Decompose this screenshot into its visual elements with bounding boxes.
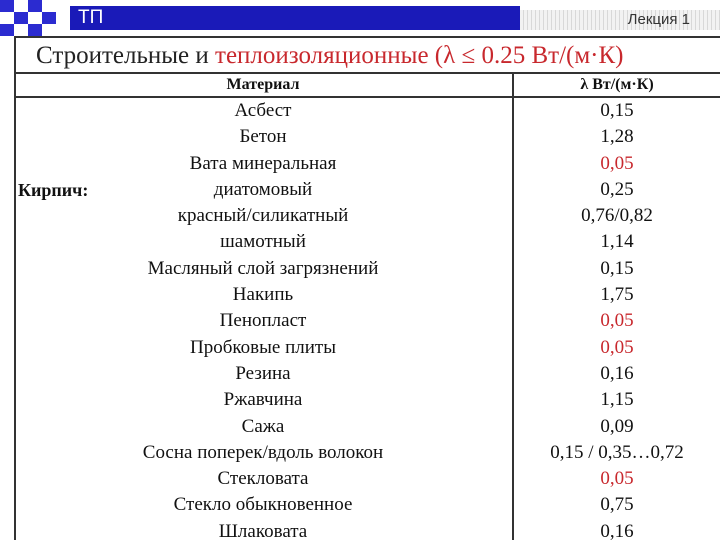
- table-row: [14, 256, 720, 282]
- slide-header: [0, 0, 720, 36]
- table-row: [14, 335, 720, 361]
- lambda-value: 1,28: [600, 126, 634, 148]
- title-part-2: теплоизоляционные (λ ≤ 0.25 Вт/(м·К): [215, 42, 624, 69]
- material-name: Резина: [235, 362, 291, 384]
- header-stripe: [520, 10, 720, 30]
- material-name: Пробковые плиты: [190, 336, 336, 358]
- material-name: Вата минеральная: [189, 152, 337, 174]
- material-name: Стекловата: [217, 468, 309, 490]
- material-name: Асбест: [234, 100, 292, 121]
- table-row: [14, 387, 720, 413]
- lambda-value: 0,25: [600, 178, 634, 200]
- section-label: ТП: [70, 6, 520, 30]
- lambda-value: 0,76/0,82: [581, 205, 653, 227]
- lambda-value: 0,15: [600, 100, 634, 121]
- slide-title: [36, 40, 624, 72]
- lambda-value: 0,15 / 0,35…0,72: [550, 441, 684, 463]
- material-name: Накипь: [232, 284, 294, 306]
- lambda-value: 1,75: [600, 284, 634, 306]
- title-part-1: Строительные и: [36, 42, 216, 69]
- column-header-material: Материал: [226, 76, 300, 93]
- table-row: [14, 492, 720, 518]
- material-name: шамотный: [220, 231, 306, 253]
- lecture-label: Лекция 1: [627, 11, 690, 28]
- table-row: [14, 282, 720, 308]
- material-name: Пенопласт: [219, 310, 307, 332]
- material-name: Масляный слой загрязнений: [147, 257, 379, 279]
- lambda-value: 1,15: [600, 389, 634, 411]
- material-name: диатомовый: [213, 178, 313, 200]
- row-group-label: Кирпич:: [18, 179, 89, 200]
- lambda-value: 0,75: [600, 494, 634, 516]
- lambda-value: 0,09: [600, 415, 634, 437]
- table-row: [14, 151, 720, 177]
- table-row: [14, 414, 720, 440]
- column-header-lambda: λ Вт/(м·К): [580, 76, 654, 93]
- table-row: [14, 466, 720, 492]
- lambda-value: 0,16: [600, 362, 634, 384]
- lambda-value: 0,16: [600, 520, 634, 542]
- lambda-value: 1,14: [600, 231, 634, 253]
- checker-decoration: [0, 0, 56, 36]
- material-name: красный/силикатный: [177, 205, 349, 227]
- table-row: [14, 361, 720, 387]
- table-row: [14, 308, 720, 334]
- material-name: Шлаковата: [218, 520, 308, 542]
- lambda-value: 0,05: [600, 336, 634, 358]
- material-name: Бетон: [239, 126, 287, 148]
- material-name: Сосна поперек/вдоль волокон: [142, 441, 384, 463]
- lambda-value: 0,05: [600, 468, 634, 490]
- material-name: Ржавчина: [223, 389, 303, 411]
- table-row: [14, 98, 720, 124]
- table-row: [14, 203, 720, 229]
- material-name: Сажа: [241, 415, 285, 437]
- table-row: [14, 177, 720, 203]
- materials-table: [14, 98, 720, 545]
- material-name: Стекло обыкновенное: [173, 494, 353, 516]
- table-row: [14, 440, 720, 466]
- slide-title-box: [14, 36, 720, 74]
- table-row: [14, 124, 720, 150]
- lambda-value: 0,05: [600, 152, 634, 174]
- table-row: [14, 229, 720, 255]
- lambda-value: 0,15: [600, 257, 634, 279]
- table-row: [14, 519, 720, 545]
- lambda-value: 0,05: [600, 310, 634, 332]
